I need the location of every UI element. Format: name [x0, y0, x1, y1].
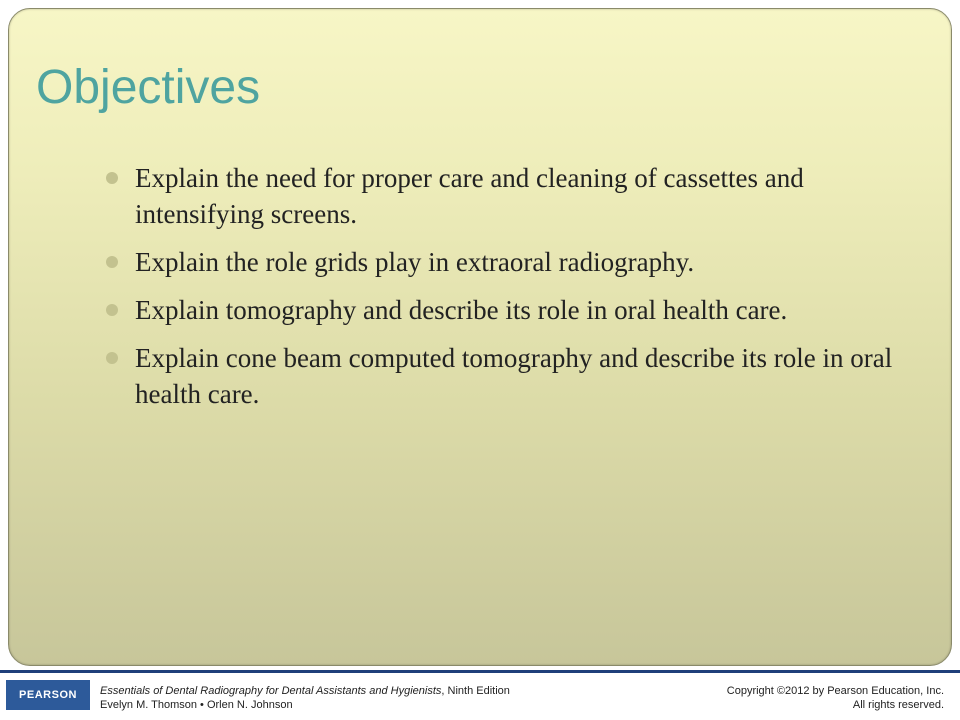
footer-divider-thin	[0, 668, 960, 669]
bullet-icon	[106, 172, 118, 184]
book-title: Essentials of Dental Radiography for Dental Assistants and Hygienists	[100, 685, 442, 697]
objective-text: Explain the role grids play in extraoral radiography.	[135, 247, 695, 277]
copyright-text: Copyright ©2012 by Pearson Education, Inc.	[726, 685, 944, 697]
objective-text: Explain cone beam computed tomography and describe its role in oral health care.	[135, 343, 893, 409]
slide-title: Objectives	[36, 61, 261, 114]
objective-item	[102, 160, 902, 232]
footer-divider	[0, 670, 960, 673]
pearson-logo	[6, 680, 90, 710]
rights-text: All rights reserved.	[852, 699, 944, 711]
bullet-icon	[106, 304, 118, 316]
objective-item	[102, 340, 902, 412]
book-edition: , Ninth Edition	[441, 685, 510, 697]
objective-text: Explain tomography and describe its role in oral health care.	[135, 295, 788, 325]
logo-text: PEARSON	[19, 689, 77, 701]
bullet-icon	[106, 256, 118, 268]
objective-text: Explain the need for proper care and cleaning of cassettes and intensifying screens.	[135, 163, 804, 229]
objective-item	[102, 244, 902, 280]
book-line	[100, 684, 510, 698]
footer-citation	[100, 684, 510, 712]
objectives-list	[102, 160, 902, 424]
objective-item	[102, 292, 902, 328]
authors: Evelyn M. Thomson • Orlen N. Johnson	[100, 699, 293, 711]
footer-copyright	[727, 684, 944, 712]
bullet-icon	[106, 352, 118, 364]
